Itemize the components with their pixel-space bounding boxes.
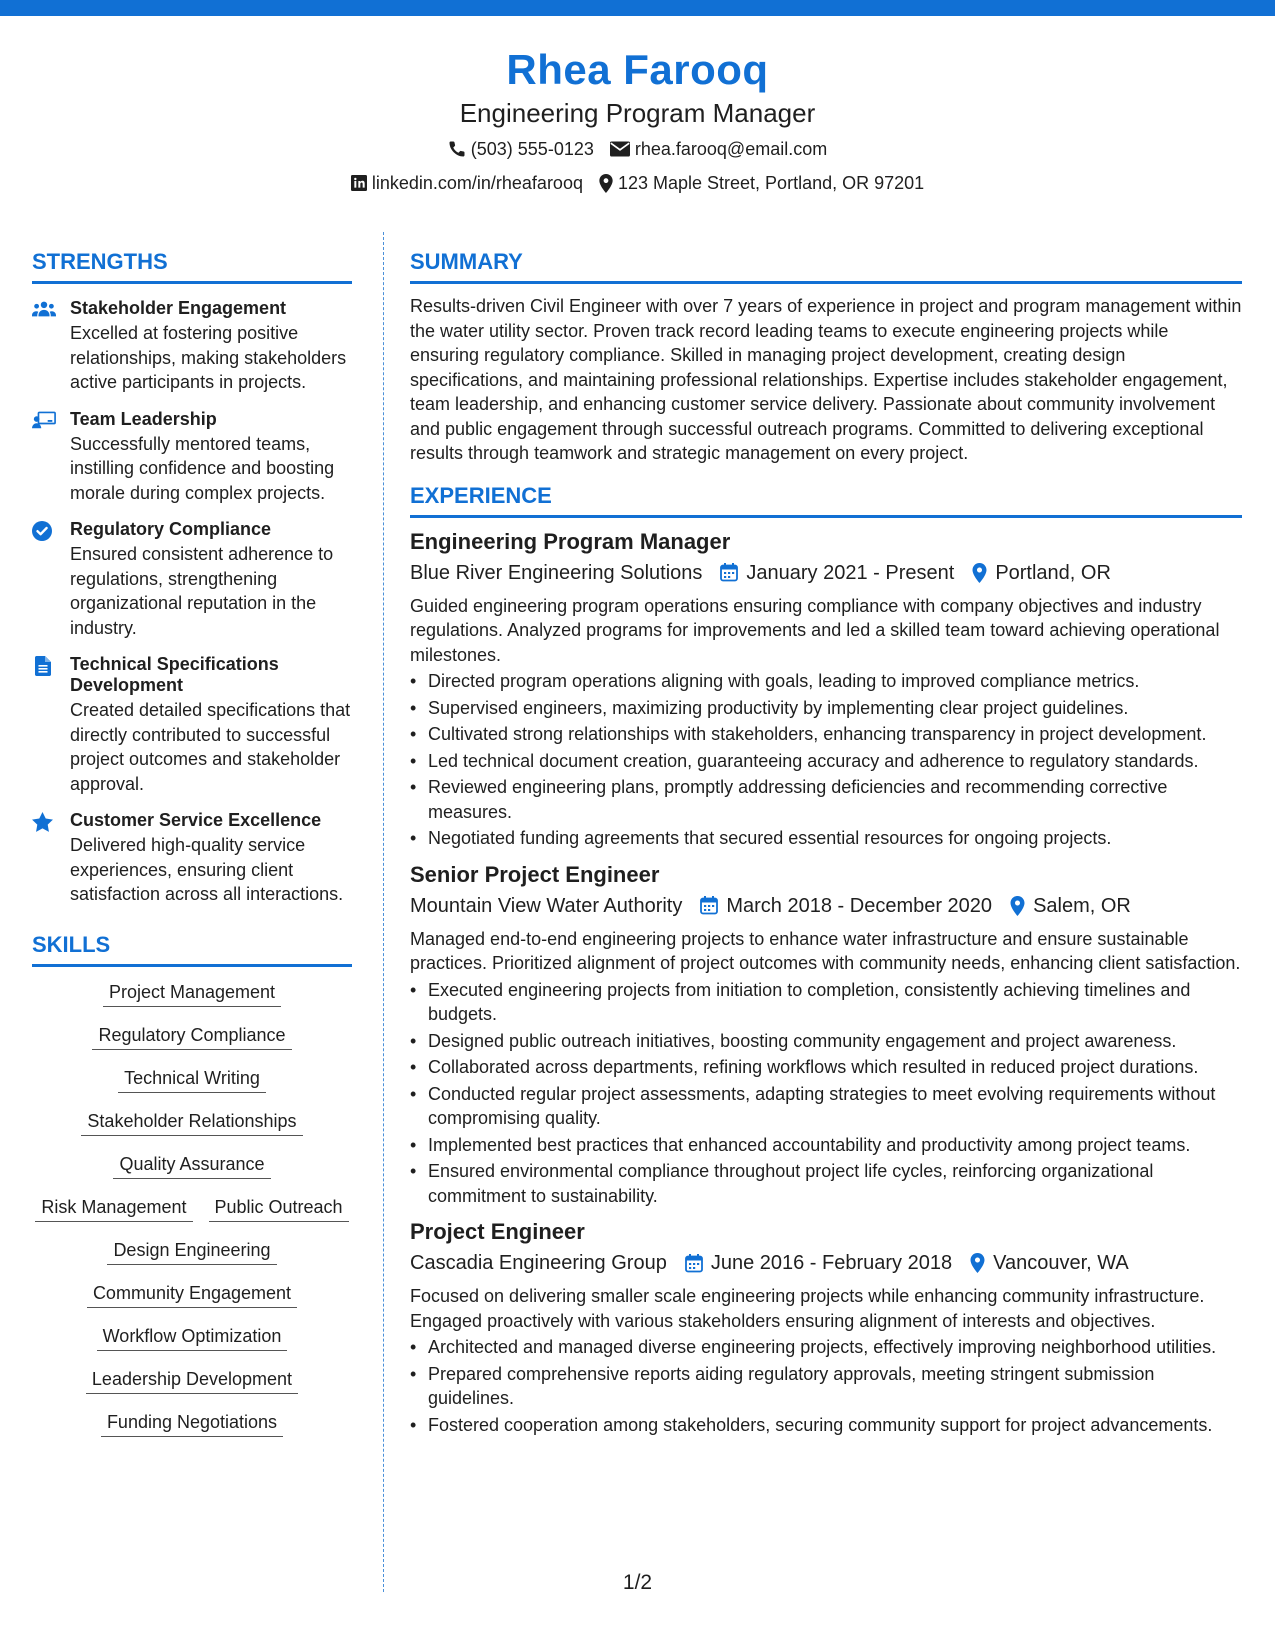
document-icon [32,654,70,796]
right-column [410,248,1242,1439]
strength-title: Team Leadership [70,408,217,429]
strength-item [32,298,352,395]
dates-text: June 2016 - February 2018 [710,1252,953,1274]
phone-contact [448,134,594,164]
check-circle-icon [32,519,70,640]
strength-title: Stakeholder Engagement [70,298,287,318]
strength-item [32,409,352,506]
location-text: Portland, OR [995,561,1111,584]
location-pin-icon [599,174,613,193]
phone-text: (503) 555-0123 [470,139,594,159]
address-contact [599,168,924,198]
linkedin-contact[interactable] [351,168,583,198]
strength-item [32,654,352,796]
location-text: Vancouver, WA [993,1252,1129,1274]
skill-tag: Workflow Optimization [97,1323,288,1351]
job-location [972,558,1111,588]
company-name: Mountain View Water Authority [410,894,683,917]
job-meta [410,558,1242,588]
email-icon [610,141,630,157]
bullet-item: • Negotiated funding agreements that secured essential resources for ongoing projects. [410,826,1242,851]
skill-tag: Funding Negotiations [101,1409,283,1437]
bullet-item: • Ensured environmental compliance throughout project life cycles, reinforcing organizational commitment to sustainability. [410,1159,1242,1208]
dates-text: January 2021 - Present [746,561,955,584]
users-icon [32,298,70,395]
bullet-item: • Reviewed engineering plans, promptly addressing deficiencies and recommending corrective measures. [410,775,1242,824]
job-desc: Guided engineering program operations ensuring compliance with company objectives and industry regulations. Analyzed programs for improvements and led a skilled team toward achieving operational milestones. [410,595,1220,665]
job-desc: Managed end-to-end engineering projects to enhance water infrastructure and ensure sustainable practices. Prioritized alignment of project outcomes with community needs, enhancing client satisfaction. [410,928,1241,973]
job-bullets [410,1335,1242,1437]
skill-tag: Technical Writing [118,1065,266,1093]
resume-header [0,44,1275,198]
contact-row-1 [0,134,1275,164]
strength-title: Technical Specifications Development [70,654,279,695]
linkedin-text[interactable]: linkedin.com/in/rheafarooq [371,173,583,193]
strength-item [32,810,352,907]
job-bullets [410,669,1242,851]
strengths-heading: STRENGTHS [32,248,352,284]
job-entry [410,861,1242,1209]
job-meta [410,1248,1242,1278]
job-entry [410,1218,1242,1437]
email-text[interactable]: rhea.farooq@email.com [634,139,828,159]
star-icon [32,810,70,907]
location-text: Salem, OR [1033,894,1131,917]
skill-tag: Stakeholder Relationships [81,1108,302,1136]
location-pin-icon [970,1253,985,1273]
skill-tag: Project Management [103,979,281,1007]
job-title: Project Engineer [410,1219,585,1244]
job-dates [700,891,992,921]
skill-tag: Community Engagement [87,1280,297,1308]
candidate-title: Engineering Program Manager [459,98,816,128]
strength-desc: Ensured consistent adherence to regulations, strengthening organizational reputation in the industry. [70,544,334,638]
phone-icon [448,140,466,158]
top-accent-bar [0,0,1275,16]
strength-desc: Successfully mentored teams, instilling confidence and boosting morale during complex projects. [70,433,335,503]
strength-desc: Created detailed specifications that directly contributed to successful project outcomes and stakeholder approval. [70,700,351,794]
email-contact[interactable] [610,134,827,164]
column-divider [383,232,384,1592]
job-location [970,1248,1129,1278]
calendar-icon [720,563,738,582]
bullet-item: • Directed program operations aligning with goals, leading to improved compliance metrics. [410,669,1242,694]
skill-tag: Risk Management [35,1194,192,1222]
skill-tag: Leadership Development [86,1366,298,1394]
skill-tag: Quality Assurance [113,1151,270,1179]
contact-row-2 [0,168,1275,198]
presentation-icon [32,409,70,506]
dates-text: March 2018 - December 2020 [726,894,993,917]
bullet-item: • Prepared comprehensive reports aiding regulatory approvals, meeting stringent submission guidelines. [410,1362,1242,1411]
bullet-item: • Architected and managed diverse engineering projects, effectively improving neighborhood utilities. [410,1335,1242,1360]
bullet-item: • Implemented best practices that enhanced accountability and productivity among project teams. [410,1133,1242,1158]
strength-title: Customer Service Excellence [70,810,322,830]
summary-text: Results-driven Civil Engineer with over 7 years of experience in project and program management within the water utility sector. Proven track record leading teams to execute engineering projects while ensuring regulatory compliance. Skilled in managing project development, creating design specifications, and maintaining professional relationships. Expertise includes stakeholder engagement, team leadership, and enhancing customer service delivery. Passionate about community involvement and public engagement through successful outreach programs. Committed to delivering exceptional results through teamwork and strategic management on every project. [410,296,1242,463]
strength-item [32,519,352,640]
calendar-icon [700,896,718,915]
calendar-icon [685,1254,703,1273]
bullet-item: • Executed engineering projects from initiation to completion, consistently achieving timelines and budgets. [410,978,1242,1027]
candidate-name: Rhea Farooq [506,46,769,93]
experience-heading: EXPERIENCE [410,482,1242,518]
bullet-item: • Conducted regular project assessments, adapting strategies to meet evolving requirements without compromising quality. [410,1082,1242,1131]
company-name: Cascadia Engineering Group [410,1252,667,1274]
bullet-item: • Cultivated strong relationships with stakeholders, enhancing transparency in project development. [410,722,1242,747]
job-dates [685,1248,952,1278]
location-pin-icon [1010,896,1025,916]
summary-heading: SUMMARY [410,248,1242,284]
job-dates [720,558,954,588]
skill-tag: Regulatory Compliance [92,1022,291,1050]
company-name: Blue River Engineering Solutions [410,561,703,584]
bullet-item: • Fostered cooperation among stakeholders, securing community support for project advancements. [410,1413,1242,1438]
bullet-item: • Collaborated across departments, refining workflows which resulted in reduced project durations. [410,1055,1242,1080]
strength-desc: Delivered high-quality service experiences, ensuring client satisfaction across all interactions. [70,835,344,904]
bullet-item: • Supervised engineers, maximizing productivity by implementing clear project guidelines. [410,696,1242,721]
page-number: 1/2 [622,1571,653,1594]
job-bullets [410,978,1242,1209]
skills-heading: SKILLS [32,931,352,967]
strength-title: Regulatory Compliance [70,519,272,539]
job-title: Senior Project Engineer [410,861,660,887]
job-meta [410,891,1242,921]
job-title: Engineering Program Manager [410,528,731,554]
location-pin-icon [972,563,987,583]
skill-tag: Design Engineering [107,1237,276,1265]
skill-tag: Public Outreach [209,1194,349,1222]
skills-list [32,979,352,1452]
job-desc: Focused on delivering smaller scale engineering projects while enhancing community infrastructure. Engaged proactively with various stakeholders ensuring alignment of interests and objectives. [410,1286,1205,1331]
bullet-item: • Designed public outreach initiatives, boosting community engagement and project awareness. [410,1029,1242,1054]
left-column [32,248,352,1452]
address-text: 123 Maple Street, Portland, OR 97201 [617,173,925,193]
bullet-item: • Led technical document creation, guaranteeing accuracy and adherence to regulatory standards. [410,749,1242,774]
strength-desc: Excelled at fostering positive relationships, making stakeholders active participants in projects. [70,323,347,392]
job-location [1010,891,1131,921]
linkedin-icon [351,175,367,191]
job-entry [410,528,1242,851]
